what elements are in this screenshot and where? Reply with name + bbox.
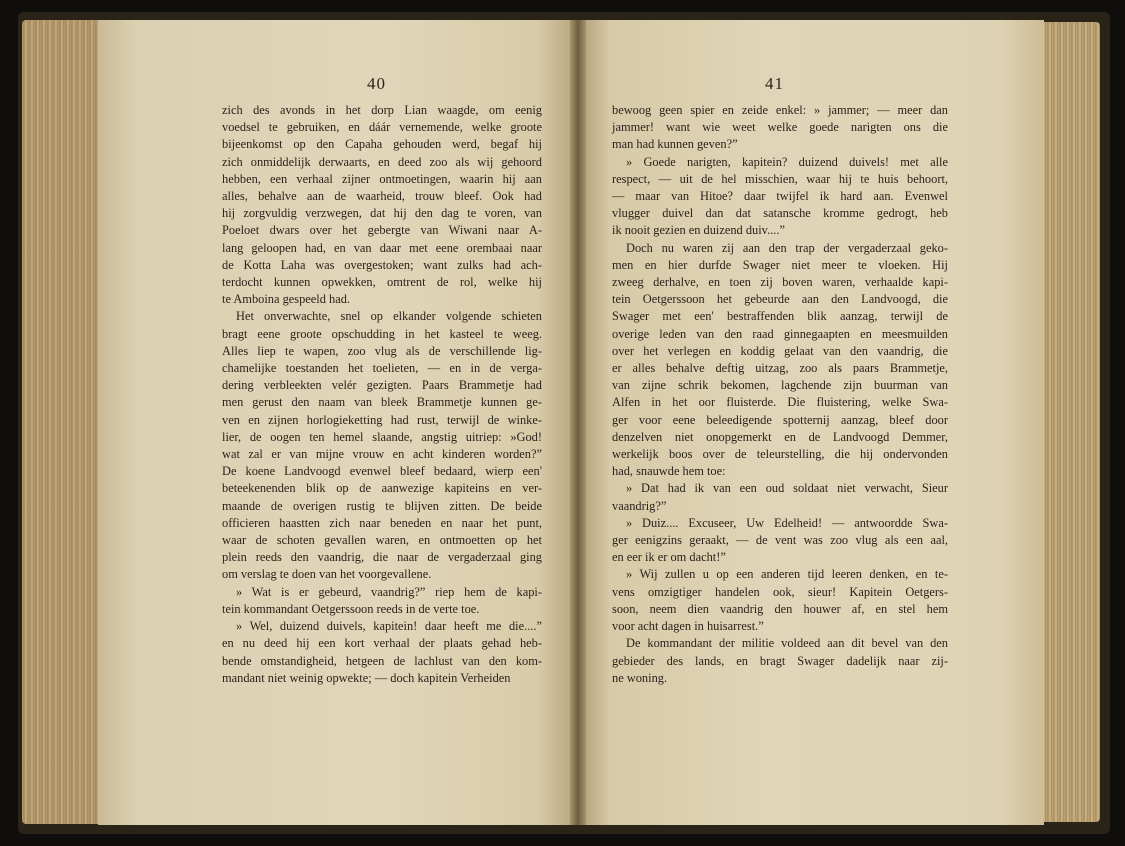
text-line: de Kotta Laha was overgestoken; want zulks had ach- — [222, 257, 542, 272]
text-line: Doch nu waren zij aan den trap der vergaderzaal geko- — [626, 240, 948, 255]
text-line: gebieder des lands, en bragt Swager dadelijk naar zij- — [612, 653, 948, 668]
right-page-text — [612, 102, 948, 687]
text-line: tein Oetgerssoon het gebeurde aan den Landvoogd, die — [612, 292, 948, 307]
text-line: van zijne schrik bekomen, lagchende zijn buurman van — [612, 378, 948, 393]
text-line: zich onmiddelijk derwaarts, en deed zoo als wij gehoord — [222, 154, 542, 169]
text-line: hij zorgvuldig verzwegen, dat hij den dag te voren, van — [222, 206, 542, 221]
text-line: » Wel, duizend duivels, kapitein! daar heeft me die....” — [236, 619, 542, 634]
right-page-edges — [1040, 22, 1100, 822]
text-line: terdocht kunnen opwekken, omtrent de rol, welke hij — [222, 275, 542, 290]
text-line: zweeg derhalve, en toen zij boven waren, verhaalde kapi- — [612, 275, 948, 290]
text-line: om verslag te doen van het voorgevallene. — [222, 567, 432, 582]
text-line: lier, de oogen ten hemel slaande, angstig uitriep: »God! — [222, 429, 542, 444]
text-line: — maar van Hitoe? daar twijfel ik hard aan. Evenwel — [612, 189, 948, 204]
text-line: bijeenkomst op den Capaha gehouden werd, begaf hij — [222, 137, 542, 152]
text-line: ne woning. — [612, 670, 668, 685]
text-line: bewoog geen spier en zeide enkel: » jammer; — meer dan — [612, 103, 948, 117]
text-line: » Goede narigten, kapitein? duizend duivels! met alle — [626, 154, 948, 169]
text-line: had, snauwde hem toe: — [612, 464, 726, 479]
text-line: en nu deed hij een kort verhaal der plaats gehad heb- — [222, 636, 542, 651]
text-line: zich des avonds in het dorp Lian waagde, om eenig — [222, 103, 542, 117]
text-line: en eer ik er om dacht!” — [612, 550, 726, 565]
text-line: Poeloet dwars over het gebergte van Wiwani naar A- — [222, 223, 542, 238]
text-line: vaandrig?” — [612, 498, 667, 513]
text-line: ger eenigzins geraakt, — de vent was zoo vlug als een aal, — [612, 533, 948, 548]
text-line: alles, behalve aan de waarheid, trouw bleef. Ook had — [222, 189, 542, 204]
text-line: soon, neem dien vaandrig den houwer af, en stel hem — [612, 601, 948, 616]
book-gutter — [570, 20, 586, 825]
text-line: Alles liep te wapen, zoo vlug als de verschillende lig- — [222, 343, 542, 358]
right-page-number: 41 — [765, 74, 784, 93]
text-line: voedsel te gebruiken, en dáár vernemende, welke groote — [222, 120, 542, 135]
text-line: er alles behalve deftig uitzag, zoo als paars Brammetje, — [612, 361, 948, 376]
text-line: men gerust den naam van bleek Brammetje kunnen ge- — [222, 395, 542, 410]
left-page-text — [222, 102, 542, 687]
text-line: wat zal er van mijne vrouw en acht kinderen worden?” — [222, 447, 542, 462]
text-line: » Dat had ik van een oud soldaat niet verwacht, Sieur — [626, 481, 948, 496]
text-line: De kommandant der militie voldeed aan dit bevel van den — [626, 636, 948, 651]
text-line: vens omzigtiger handelen ook, sieur! Kapitein Oetgers- — [612, 584, 948, 599]
text-line: over het verlegen en koddig gelaat van den vaandrig, die — [612, 343, 948, 358]
text-line: chamelijke toestanden het toelieten, — en in de verga- — [222, 361, 542, 376]
text-line: denzelven niet onopgemerkt en de Landvoogd Demmer, — [612, 429, 948, 444]
left-page-number: 40 — [367, 74, 386, 93]
text-line: maande de overigen rustig te blijven zitten. De beide — [222, 498, 542, 513]
text-line: bragt eene groote opschudding in het kasteel te weeg. — [222, 326, 542, 341]
left-page-edges — [22, 20, 102, 824]
text-line: » Wij zullen u op een anderen tijd leeren denken, en te- — [626, 567, 948, 582]
text-line: » Wat is er gebeurd, vaandrig?” riep hem de kapi- — [236, 584, 542, 599]
text-line: jammer! want wie weet welke goede narigten ons die — [612, 120, 948, 135]
text-line: bende omstandigheid, hetgeen de lachlust van den kom- — [222, 653, 542, 668]
text-line: officieren haastten zich naar beneden en naar het punt, — [222, 515, 542, 530]
text-line: waar de schoten gevallen waren, en ontmoetten op het — [222, 533, 542, 548]
text-line: men en hier durfde Swager niet meer te vloeken. Hij — [612, 257, 948, 272]
text-line: plein reeds den vaandrig, die naar de vergaderzaal ging — [222, 550, 542, 565]
text-line: tein kommandant Oetgerssoon reeds in de verte toe. — [222, 601, 480, 616]
text-line: overige leden van den raad ginnegaapten en meesmuilden — [612, 326, 948, 341]
text-line: beteekenenden blik op de aanwezige kapiteins en ver- — [222, 481, 542, 496]
text-line: lang geloopen had, en van daar met eene orembaai naar — [222, 240, 542, 255]
text-line: Het onverwachte, snel op elkander volgende schieten — [236, 309, 542, 324]
text-line: werkelijk boos over de teleurstelling, die hij ondervonden — [612, 447, 948, 462]
text-line: te Amboina gespeeld had. — [222, 292, 351, 307]
text-line: ven en zijnen horlogieketting had rust, terwijl de winke- — [222, 412, 542, 427]
text-line: De koene Landvoogd evenwel bleef bedaard, wierp een' — [222, 464, 542, 479]
text-line: ik nooit gezien en duizend duiv....” — [612, 223, 785, 238]
text-line: respect, — uit de hel misschien, waar hij te huis behoort, — [612, 171, 948, 186]
text-line: man had kunnen geven?” — [612, 137, 738, 152]
text-line: mandant niet weinig opwekte; — doch kapitein Verheiden — [222, 670, 511, 685]
text-line: ger voor eene beleedigende spotternij aanzag, bleef door — [612, 412, 948, 427]
text-line: Alfen in het oor fluisterde. Die fluistering, welke Swa- — [612, 395, 948, 410]
text-line: dering verbleekten velér gezigten. Paars Brammetje had — [222, 378, 542, 393]
text-line: vlugger duivel dan dat satansche kromme gedrogt, heb — [612, 206, 948, 221]
text-line: hebben, een verhaal zijner ontmoetingen, waarin hij aan — [222, 171, 542, 186]
text-line: voor acht dagen in huisarrest.” — [612, 619, 764, 634]
text-line: » Duiz.... Excuseer, Uw Edelheid! — antwoordde Swa- — [626, 515, 948, 530]
text-line: Swager met een' bestraffenden blik aanzag, terwijl de — [612, 309, 948, 324]
